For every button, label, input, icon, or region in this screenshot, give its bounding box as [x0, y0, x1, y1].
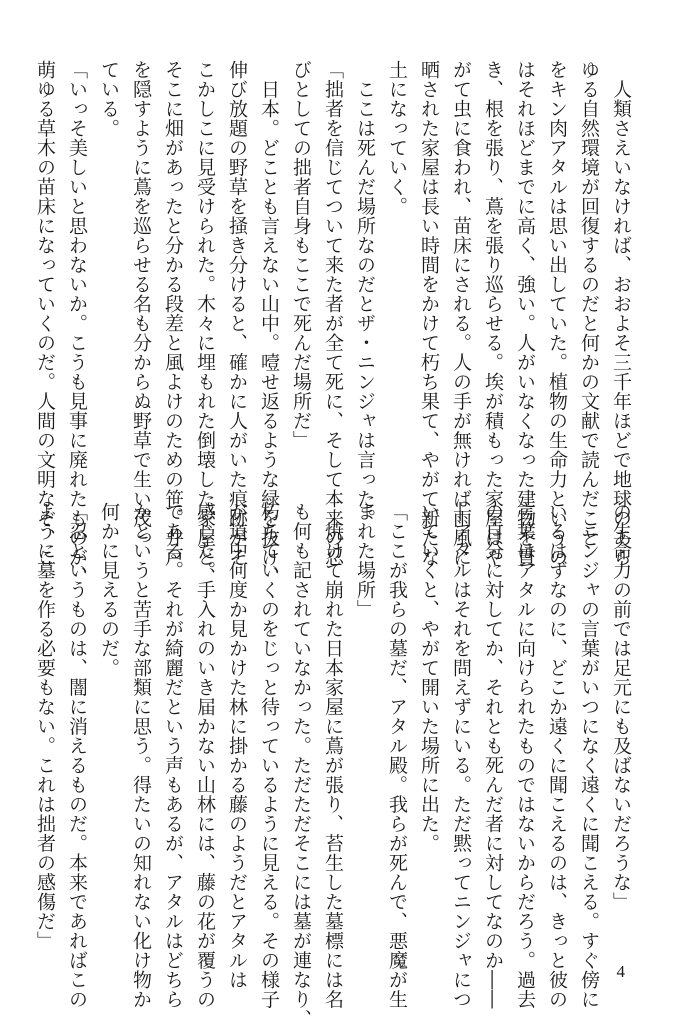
page-number: 4 — [616, 962, 625, 981]
text-column: 晒された家屋は長い時間をかけて朽ち果て、やがて新たな — [418, 60, 440, 567]
text-column: 感じた。手入れのいき届かない山林には、藤の花が覆うの — [194, 502, 216, 1009]
text-column: 「拙者を信じてついて来た者が全て死に、そして本来の忍 — [322, 60, 344, 567]
text-column: をキン肉アタルは思い出していた。植物の生命力というの — [546, 60, 568, 567]
text-column: 「ここが我らの墓だ、アタル殿。我らが死んで、悪魔が生 — [386, 502, 408, 1009]
text-column: 「いっそ美しいと思わないか。こうも見事に廃れたものが、 — [66, 60, 88, 587]
text-column: 萌ゆる草木の苗床になっていくのだ。人間の文明なぞ、こ — [34, 60, 56, 567]
text-column: 土になっていく。 — [386, 60, 408, 216]
text-column: 人類さえいなければ、おおよそ三千年ほどで地球のあら — [610, 60, 632, 567]
text-column: 日本。どことも言えない山中。噎せ返るような緑を抜け、 — [258, 60, 280, 587]
text-column: も何も記されていなかった。ただただそこには墓が連なり、 — [290, 502, 312, 1029]
text-column: 伸び放題の野草を掻き分けると、確かに人がいた痕跡がそ — [226, 60, 248, 567]
text-column: ここは死んだ場所なのだとザ・ニンジャは言った。 — [354, 60, 376, 528]
text-column: 焼けて崩れた日本家屋に蔦が張り、苔生した墓標には名 — [322, 502, 344, 1009]
text-column: である。それが綺麗だという声もあるが、アタルはどちら — [162, 502, 184, 1009]
text-column: かというと苦手な部類に思う。得たいの知れない化け物か — [130, 502, 152, 1009]
text-column: びとしての拙者自身もここで死んだ場所だ」 — [290, 60, 312, 450]
text-column: いるはずなのに、どこか遠くに聞こえるのは、きっと彼の — [546, 502, 568, 1009]
text-column: そこに畑があったと分かる段差と風よけのための笹。井戸 — [162, 60, 184, 567]
text-column: こかしこに見受けられた。木々に埋もれた倒壊した家屋と、 — [194, 60, 216, 587]
text-column: ニンジャの言葉がいつになく遠くに聞こえる。すぐ傍に — [578, 502, 600, 1009]
text-column: 「忍というものは、闇に消えるものだ。本来であればこの — [66, 502, 88, 1009]
text-column: はそれほどまでに高く、強い。人がいなくなった建物を貫 — [514, 60, 536, 567]
text-column: の自分に対してか、それとも死んだ者に対してなのか―― — [482, 502, 504, 1009]
text-column: 何かに見えるのだ。 — [98, 502, 120, 678]
text-column: ように墓を作る必要もない。これは拙者の感傷だ」 — [34, 502, 56, 951]
text-column: 朽ちていくのをじっと待っているように見える。その様子 — [258, 502, 280, 1009]
text-column: が道中何度か見かけた林に掛かる藤のようだとアタルは — [226, 502, 248, 990]
text-column: の生命力の前では足元にも及ばないだろうな」 — [610, 502, 632, 912]
text-column: いていくと、やがて開いた場所に出た。 — [418, 502, 440, 853]
text-column: がて虫に食われ、苗床にされる。人の手が無ければ雨風に — [450, 60, 472, 567]
text-column: ―アタルはそれを問えずにいる。ただ黙ってニンジャにつ — [450, 502, 472, 1009]
text-column: を隠すように蔦を巡らせる名も分からぬ野草で生い茂っ — [130, 60, 152, 548]
text-column: き、根を張り、蔦を張り巡らせる。埃が積もった家屋はや — [482, 60, 504, 567]
lower-text-block — [29, 502, 637, 1029]
text-column: 言葉はアタルに向けられたものではないからだろう。過去 — [514, 502, 536, 1009]
text-column: ている。 — [98, 60, 120, 138]
text-column: まれた場所」 — [354, 502, 376, 619]
text-column: ゆる自然環境が回復するのだと何かの文献で読んだこと — [578, 60, 600, 548]
